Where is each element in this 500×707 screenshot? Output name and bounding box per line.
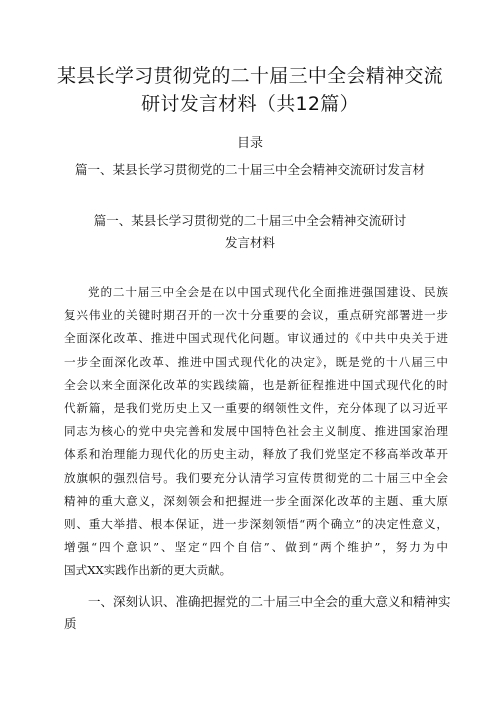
paragraph-line: 党的二十届三中全会是在以中国式现代化全面推进强国建设、民族: [88, 285, 448, 299]
section-title: [60, 210, 440, 254]
toc-entry-1[interactable]: 篇一、某县长学习贯彻党的二十届三中全会精神交流研讨发言材: [74, 162, 425, 177]
subheading-line-2: 质: [64, 616, 77, 631]
subheading-line-1: 一、深刻认识、准确把握党的二十届三中全会的重大意义和精神实: [88, 594, 451, 609]
toc-heading: 目录: [236, 136, 263, 151]
paragraph-line: 复兴伟业的关键时期召开的一次十分重要的会议，重点研究部署进一步: [64, 308, 448, 323]
paragraph-line: 国式XX实践作出新的更大贡献。: [64, 563, 232, 578]
subheading: [64, 591, 454, 635]
paragraph-line: 增强“四个意识”、坚定“四个自信”、做到“两个维护”，努力为中: [64, 540, 448, 555]
document-title-line-1: 某县长学习贯彻党的二十届三中全会精神交流: [56, 65, 443, 87]
paragraph-line: 体系和治理能力现代化的历史主动，释放了我们党坚定不移高举改革开: [64, 447, 448, 462]
paragraph-line: 代新篇，是我们党历史上又一重要的纲领性文件，充分体现了以习近平: [64, 400, 448, 415]
section-title-line-2: 发言材料: [224, 235, 275, 250]
document-title-line-2: 研讨发言材料（共12篇）: [141, 93, 359, 115]
body-paragraph: [64, 281, 448, 582]
document-title: [40, 62, 460, 118]
paragraph-line: 全会以来全面深化改革的实践续篇，也是新征程推进中国式现代化的时: [64, 377, 448, 392]
paragraph-line: 则、重大举措、根本保证，进一步深刻领悟“两个确立”的决定性意义，: [64, 516, 448, 531]
section-title-line-1: 篇一、某县长学习贯彻党的二十届三中全会精神交流研讨: [93, 213, 407, 228]
paragraph-line: 放旗帜的强烈信号。我们要充分认清学习宣传贯彻党的二十届三中全会: [64, 470, 448, 485]
paragraph-line: 一步全面深化改革、推进中国式现代化的决定》，既是党的十八届三中: [64, 354, 448, 369]
paragraph-line: 精神的重大意义，深刻领会和把握进一步全面深化改革的主题、重大原: [64, 493, 448, 508]
paragraph-line: 同志为核心的党中央完善和发展中国特色社会主义制度、推进国家治理: [64, 424, 448, 439]
paragraph-line: 全面深化改革、推进中国式现代化问题。审议通过的《中共中央关于进: [64, 331, 448, 346]
